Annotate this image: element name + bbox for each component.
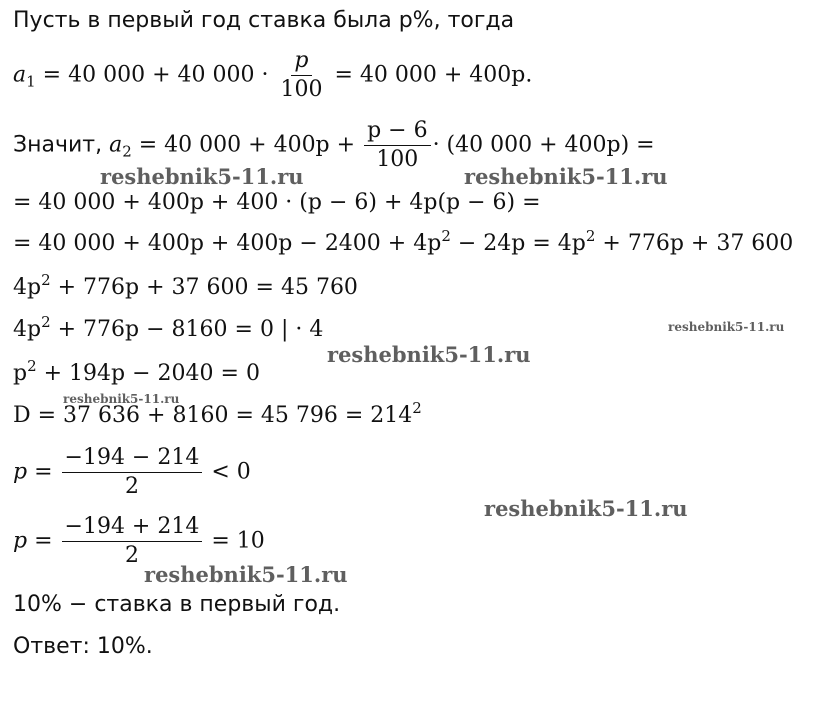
expr-part: = 40 000 + 400p.: [327, 62, 533, 88]
watermark-text: reshebnik5-11.ru: [327, 342, 531, 367]
watermark-text: reshebnik5-11.ru: [668, 320, 785, 334]
expr-part: + 776p + 37 600 = 45 760: [50, 275, 358, 300]
subscript-1: 1: [26, 72, 36, 91]
expr-part: 4p: [13, 275, 42, 300]
var-a: a: [109, 132, 123, 158]
equation-root-2: [13, 514, 265, 569]
expr-part: < 0: [204, 459, 251, 485]
fraction-root-2: [62, 514, 203, 569]
equation-reduced: [13, 357, 260, 386]
superscript-2: 2: [412, 399, 422, 417]
expr-part: = 40 000 + 400p +: [131, 132, 363, 158]
fraction-numerator: p − 6: [364, 118, 431, 146]
answer-text: Ответ: 10%.: [13, 634, 153, 659]
expr-part: − 24p = 4p: [450, 231, 586, 256]
fraction-denominator: 2: [124, 474, 139, 499]
watermark-text: reshebnik5-11.ru: [464, 164, 668, 189]
intro-line: [13, 6, 514, 36]
equation-expand: [13, 190, 541, 215]
expr-part: p: [13, 361, 28, 386]
fraction-p-100: [277, 48, 325, 103]
watermark-text: reshebnik5-11.ru: [484, 496, 688, 521]
fraction-root-1: [62, 445, 203, 500]
expr-part: p =: [13, 459, 60, 485]
superscript-2: 2: [41, 313, 51, 331]
equation-set: [13, 271, 358, 300]
answer-line: [13, 632, 153, 662]
superscript-2: 2: [585, 227, 596, 245]
equation-root-1: [13, 445, 251, 500]
equation-a1: [13, 48, 532, 103]
conclusion-line: [13, 590, 340, 620]
superscript-2: 2: [27, 357, 37, 375]
expr-part: p =: [13, 528, 60, 554]
superscript-2: 2: [441, 227, 451, 245]
equation-quadratic: [13, 313, 324, 342]
expr-part: D = 37 636 + 8160 = 45 796 = 214: [13, 403, 413, 428]
subscript-2: 2: [122, 142, 132, 161]
equation-simplify: [13, 227, 794, 256]
word-znachit: Значит,: [13, 132, 110, 158]
fraction-numerator: p: [291, 48, 311, 76]
watermark-text: reshebnik5-11.ru: [63, 392, 180, 406]
expr-part: = 40 000 + 40 000 ·: [35, 62, 276, 88]
expr-part: + 776p + 37 600: [595, 231, 794, 256]
expr-part: + 776p − 8160 = 0 | · 4: [50, 317, 324, 342]
expr-part: + 194p − 2040 = 0: [36, 361, 260, 386]
fraction-denominator: 100: [376, 147, 419, 172]
expr-part: = 10: [204, 528, 265, 554]
expr-part: = 40 000 + 400p + 400p − 2400 + 4p: [13, 231, 442, 256]
fraction-numerator: −194 − 214: [62, 445, 203, 473]
superscript-2: 2: [41, 271, 51, 289]
var-a: a: [13, 62, 27, 88]
expr-part: = 40 000 + 400p + 400 · (p − 6) + 4p(p − 6) =: [13, 190, 541, 215]
conclusion-text: 10% − ставка в первый год.: [13, 592, 341, 617]
expr-part: · (40 000 + 400p) =: [432, 132, 655, 158]
fraction-numerator: −194 + 214: [62, 514, 203, 542]
watermark-text: reshebnik5-11.ru: [144, 562, 348, 587]
fraction-p-minus-6: [364, 118, 431, 173]
fraction-denominator: 100: [280, 77, 323, 102]
fraction-denominator: 2: [124, 543, 139, 568]
intro-text: Пусть в первый год ставка была p%, тогда: [13, 8, 515, 33]
expr-part: 4p: [13, 317, 42, 342]
watermark-text: reshebnik5-11.ru: [100, 164, 304, 189]
